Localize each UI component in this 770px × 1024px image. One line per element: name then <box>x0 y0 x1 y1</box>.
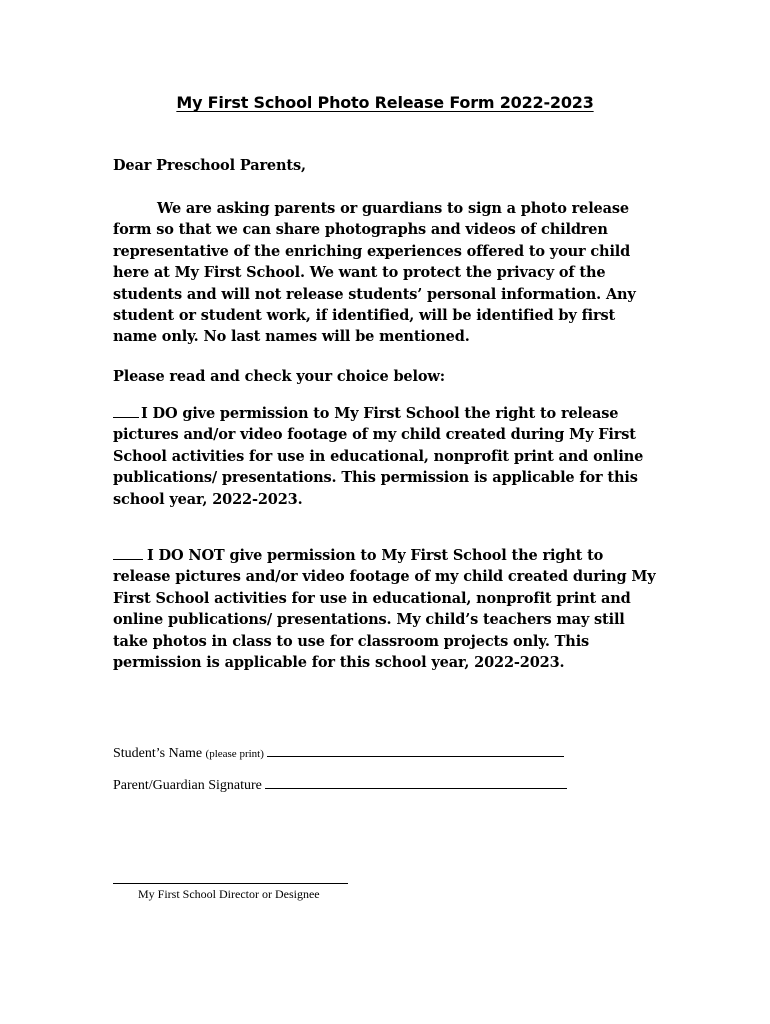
parent-signature-field[interactable] <box>265 777 567 789</box>
instruction-text: Please read and check your choice below: <box>113 368 445 385</box>
director-caption: My First School Director or Designee <box>138 887 320 901</box>
permission-yes-checkbox-blank[interactable] <box>113 403 139 418</box>
parent-signature-row <box>113 777 567 794</box>
intro-paragraph: We are asking parents or guardians to sign a photo release form so that we can share photographs and videos of children representative of the enriching experiences offered to your child here at My First School. We want to protect the privacy of the students and will not release students’ personal information. Any student or student work, if identified, will be identified by first name only. No last names will be mentioned. <box>113 200 636 346</box>
student-name-hint: (please print) <box>205 748 264 760</box>
permission-no-text: I DO NOT give permission to My First School the right to release pictures and/or video footage of my child created during My First School activities for use in educational, nonprofit print and online publications/ presentations. My child’s teachers may still take photos in class to use for classroom projects only. This permission is applicable for this school year, 2022-2023. <box>113 547 656 672</box>
permission-no-option <box>113 545 661 673</box>
parent-signature-label: Parent/Guardian Signature <box>113 778 262 793</box>
permission-yes-option <box>113 403 661 510</box>
greeting: Dear Preschool Parents, <box>113 157 306 174</box>
student-name-label: Student’s Name <box>113 746 203 761</box>
permission-yes-text: I DO give permission to My First School the right to release pictures and/or video footage of my child created during My First School activities for use in educational, nonprofit print and online publications/ presentations. This permission is applicable for this school year, 2022-2023. <box>113 405 644 508</box>
student-name-field[interactable] <box>267 745 564 757</box>
permission-no-checkbox-blank[interactable] <box>113 545 143 560</box>
form-title: My First School Photo Release Form 2022-2023 <box>176 93 594 112</box>
director-signature-line[interactable] <box>113 883 348 884</box>
student-name-row <box>113 745 564 762</box>
